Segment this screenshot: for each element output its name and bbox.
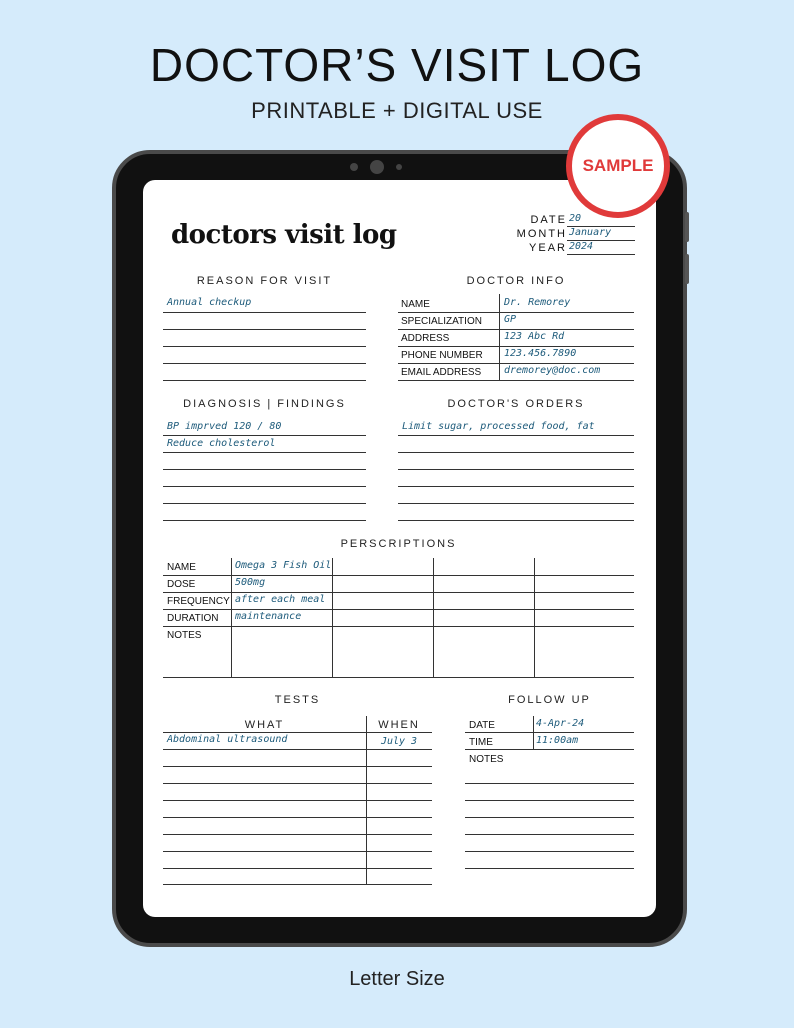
- divider: [567, 240, 635, 241]
- divider: [163, 732, 432, 733]
- sample-badge: SAMPLE: [566, 114, 670, 218]
- rx-dose-label: DOSE: [167, 579, 196, 590]
- divider: [465, 749, 634, 750]
- divider: [567, 226, 635, 227]
- email-label: EMAIL ADDRESS: [401, 367, 482, 378]
- divider: [398, 469, 634, 470]
- date-label: DATE: [530, 214, 567, 226]
- divider: [163, 884, 432, 885]
- month-label: MONTH: [516, 228, 567, 240]
- followup-time-label: TIME: [469, 737, 493, 748]
- divider: [567, 254, 635, 255]
- address-value[interactable]: 123 Abc Rd: [504, 331, 565, 342]
- year-value[interactable]: 2024: [569, 241, 594, 252]
- divider: [398, 380, 634, 381]
- divider: [163, 800, 432, 801]
- divider: [163, 329, 366, 330]
- rx-duration-value[interactable]: maintenance: [235, 611, 302, 622]
- footer-caption: Letter Size: [349, 968, 445, 990]
- rx-dose-value[interactable]: 500mg: [235, 577, 266, 588]
- rx-frequency-value[interactable]: after each meal: [235, 594, 326, 605]
- reason-heading: REASON FOR VISIT: [196, 275, 333, 287]
- divider: [163, 575, 634, 576]
- date-value[interactable]: 20: [569, 213, 582, 224]
- divider: [465, 732, 634, 733]
- tests-what-label: WHAT: [244, 719, 285, 731]
- specialization-value[interactable]: GP: [504, 314, 517, 325]
- tablet-side-button: [685, 254, 689, 284]
- divider: [163, 851, 432, 852]
- divider: [398, 520, 634, 521]
- divider: [163, 380, 366, 381]
- rx-notes-label: NOTES: [167, 630, 202, 641]
- tests-when-label: WHEN: [378, 719, 420, 731]
- divider: [163, 834, 432, 835]
- divider: [163, 520, 366, 521]
- phone-value[interactable]: 123.456.7890: [504, 348, 577, 359]
- test-what-value[interactable]: Abdominal ultrasound: [167, 734, 288, 745]
- diagnosis-entry[interactable]: Reduce cholesterol: [167, 438, 276, 449]
- followup-date-value[interactable]: 4-Apr-24: [536, 718, 585, 729]
- divider: [398, 435, 634, 436]
- month-value[interactable]: January: [569, 227, 612, 238]
- divider: [163, 868, 432, 869]
- divider: [163, 503, 366, 504]
- camera-icon: [370, 160, 384, 174]
- page-subtitle: PRINTABLE + DIGITAL USE: [251, 98, 543, 123]
- rx-frequency-label: FREQUENCY: [167, 596, 230, 607]
- doctor-name-value[interactable]: Dr. Remorey: [504, 297, 571, 308]
- doctor-heading: DOCTOR INFO: [466, 275, 566, 287]
- sensor-icon: [396, 164, 402, 170]
- divider: [398, 329, 634, 330]
- divider: [398, 346, 634, 347]
- divider: [163, 626, 634, 627]
- divider: [163, 677, 634, 678]
- test-when-value[interactable]: July 3: [380, 736, 418, 747]
- rx-duration-label: DURATION: [167, 613, 219, 624]
- divider: [398, 503, 634, 504]
- log-sheet: [143, 180, 656, 917]
- prescriptions-heading: PERSCRIPTIONS: [340, 538, 457, 550]
- log-title: doctors visit log: [171, 220, 397, 250]
- camera-icon: [350, 163, 358, 171]
- orders-heading: DOCTOR'S ORDERS: [447, 398, 585, 410]
- divider: [163, 346, 366, 347]
- divider: [163, 783, 432, 784]
- divider: [398, 363, 634, 364]
- divider: [163, 817, 432, 818]
- tests-heading: TESTS: [274, 694, 321, 706]
- divider: [499, 294, 500, 380]
- followup-time-value[interactable]: 11:00am: [536, 735, 579, 746]
- divider: [398, 312, 634, 313]
- page-title: DOCTOR’S VISIT LOG: [149, 39, 645, 91]
- specialization-label: SPECIALIZATION: [401, 316, 482, 327]
- divider: [465, 800, 634, 801]
- divider: [163, 435, 366, 436]
- followup-date-label: DATE: [469, 720, 495, 731]
- email-value[interactable]: dremorey@doc.com: [504, 365, 601, 376]
- tablet-side-button: [685, 212, 689, 242]
- doctor-name-label: NAME: [401, 299, 430, 310]
- year-label: YEAR: [529, 242, 567, 254]
- diagnosis-entry[interactable]: BP imprved 120 / 80: [167, 421, 282, 432]
- divider: [163, 363, 366, 364]
- diagnosis-heading: DIAGNOSIS | FINDINGS: [183, 398, 346, 410]
- divider: [465, 817, 634, 818]
- followup-heading: FOLLOW UP: [508, 694, 591, 706]
- divider: [398, 486, 634, 487]
- address-label: ADDRESS: [401, 333, 450, 344]
- divider: [465, 834, 634, 835]
- divider: [465, 868, 634, 869]
- followup-notes-label: NOTES: [469, 754, 504, 765]
- divider: [163, 749, 432, 750]
- rx-name-value[interactable]: Omega 3 Fish Oil: [235, 560, 332, 571]
- divider: [163, 452, 366, 453]
- divider: [163, 312, 366, 313]
- phone-label: PHONE NUMBER: [401, 350, 483, 361]
- divider: [163, 469, 366, 470]
- divider: [398, 452, 634, 453]
- orders-entry[interactable]: Limit sugar, processed food, fat: [402, 421, 595, 432]
- divider: [465, 851, 634, 852]
- reason-entry[interactable]: Annual checkup: [167, 297, 252, 308]
- rx-name-label: NAME: [167, 562, 196, 573]
- divider: [465, 783, 634, 784]
- divider: [163, 592, 634, 593]
- divider: [163, 609, 634, 610]
- divider: [163, 766, 432, 767]
- divider: [163, 486, 366, 487]
